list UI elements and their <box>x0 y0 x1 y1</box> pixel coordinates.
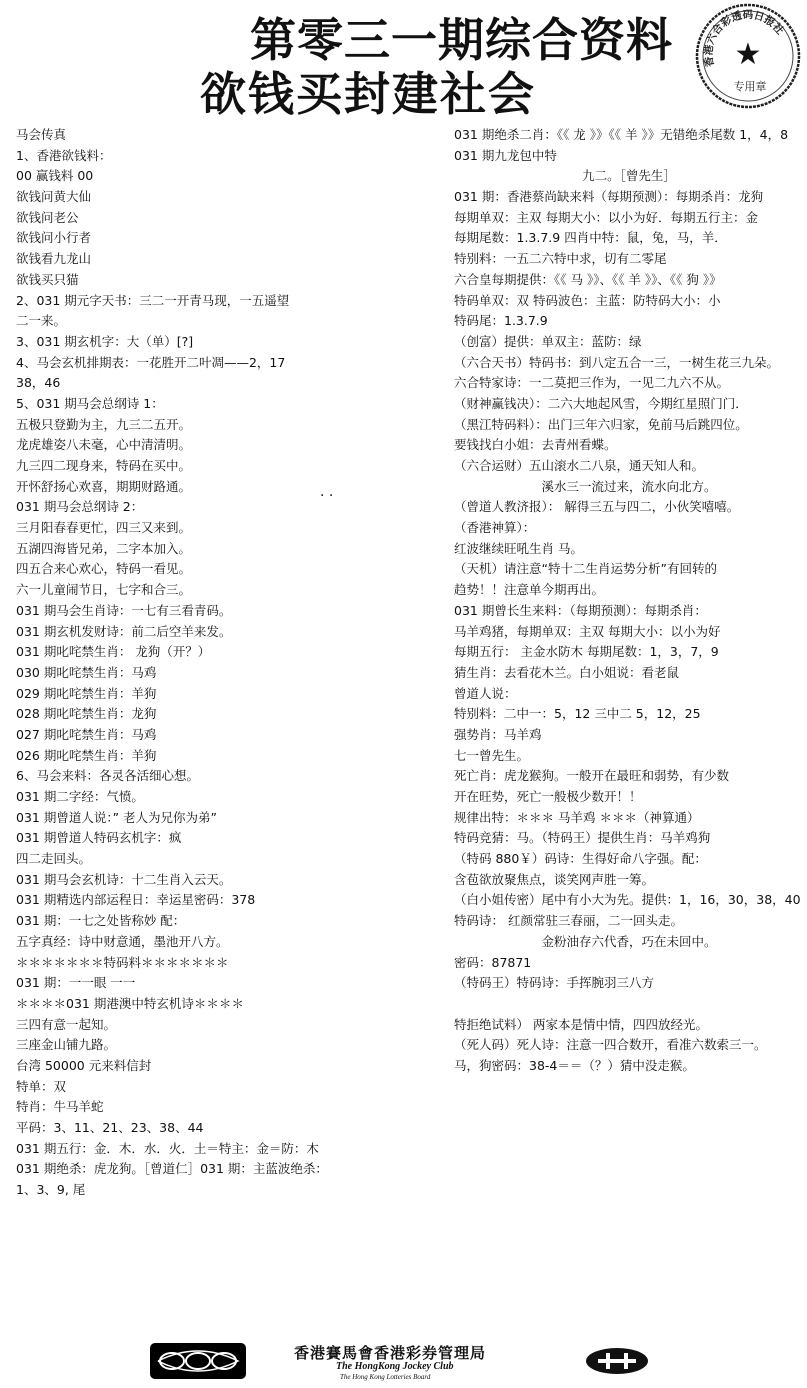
text-line: 特码竞猜：马。（特码王）提供生肖：马羊鸡狗 <box>454 830 711 846</box>
text-line: 031 期叱咤禁生肖： 龙狗（开？） <box>16 644 211 660</box>
left-column <box>16 125 436 1201</box>
text-line: 031 期：一七之处皆称妙 配： <box>16 913 186 929</box>
text-line: （香港神算）： <box>454 520 536 536</box>
text-line: 031 期绝杀二肖：《《 龙 》》《《 羊 》》无错绝杀尾数 1，4，8 <box>454 127 789 142</box>
text-line: 平码：3、11、21、23、38、44 <box>16 1120 204 1135</box>
official-seal-stamp <box>694 2 802 110</box>
page-subtitle: 欲钱买封建社会 <box>200 67 536 121</box>
text-line: 特码诗： 红颜常驻三春丽，二一回头走。 <box>454 913 683 929</box>
text-line: 欲钱看九龙山 <box>16 251 92 267</box>
text-line: 026 期叱咤禁生肖：羊狗 <box>16 747 157 763</box>
text-line: （曾道人教济报）： 解得三五与四二，小伙笑嘻嘻。 <box>454 499 740 515</box>
text-line: 趋势！！注意单今期再出。 <box>454 582 605 598</box>
text-line: 要钱找白小姐：去青州看蝶。 <box>454 437 617 453</box>
text-line: （白小姐传密）尾中有小大为先。提供：1，16，30，38，40 <box>454 892 801 908</box>
text-line: （创富）提供：单双主：蓝防：绿 <box>454 333 642 349</box>
text-line: 031 期曾长生来料：（每期预测）：每期杀肖： <box>454 602 707 618</box>
text-line: 030 期叱咤禁生肖：马鸡 <box>16 664 157 680</box>
text-line: 四五合来心欢心，特码一看见。 <box>16 561 192 577</box>
text-line: 031 期精选内部运程日：幸运星密码：378 <box>16 892 256 908</box>
text-line: 马，狗密码：38-4＝＝（？）猜中没走猴。 <box>454 1057 695 1073</box>
text-line: 特单：双 <box>16 1078 67 1094</box>
text-line: 031 期绝杀：虎龙狗。［曾道仁］031 期：主蓝波绝杀： <box>16 1161 328 1177</box>
text-line: （六合天书）特码书：到八定五合一三，一树生花三九朵。 <box>454 354 780 370</box>
text-line: 029 期叱咤禁生肖：羊狗 <box>16 685 157 701</box>
text-line: 五湖四海皆兄弟，二字本加入。 <box>16 540 192 556</box>
text-line: 三四有意一起知。 <box>16 1016 117 1032</box>
page-title: 第零三一期综合资料 <box>250 13 673 67</box>
text-line: 含苞欲放聚焦点，谈笑网声胜一筹。 <box>454 871 655 887</box>
text-line: 每期尾数：1.3.7.9 四肖中特：鼠，兔，马，羊． <box>454 230 727 246</box>
text-line: 密码：87871 <box>454 954 532 970</box>
text-line: 031 期马会总纲诗 2： <box>16 499 144 515</box>
text-line: 031 期曾道人说：” 老人为兄你为弟” <box>16 809 218 825</box>
text-line: （黑江特码料）：出门三年六归家，免前马后跳四位。 <box>454 416 748 432</box>
text-line: 5、031 期马会总纲诗 1： <box>16 395 164 411</box>
right-column <box>454 125 804 1077</box>
text-line: 金粉油存六代香，巧在未回中。 <box>541 933 717 949</box>
text-line: 欲钱买只猫 <box>16 271 79 287</box>
text-line: 031 期马会生肖诗：一七有三看青码。 <box>16 602 232 618</box>
text-line: 红波继续旺吼生肖 马。 <box>454 540 583 556</box>
text-line: 规律出特：＊＊＊ 马羊鸡 ＊＊＊（神算通） <box>454 809 700 825</box>
text-line: 开怀舒扬心欢喜，期期财路通。 <box>16 478 192 494</box>
text-line: 特别料：一五二六特中求，切有二零尾 <box>454 251 667 267</box>
seal-star-icon: ★ <box>734 37 762 72</box>
stray-dots: . . <box>320 484 334 500</box>
footer-org-english: The HongKong Jockey Club <box>336 1361 454 1372</box>
text-line: 六一儿童闹节日，七字和合三。 <box>16 582 192 598</box>
text-line: 特拒绝试料） 两家本是情中情，四四放经光。 <box>454 1016 708 1032</box>
text-line: （死人码）死人诗：注意一四合数开，看准六数索三一。 <box>454 1037 767 1053</box>
text-line: 031 期马会玄机诗：十二生肖入云天。 <box>16 871 232 887</box>
text-line: 马会传真 <box>16 127 67 142</box>
text-line: 开在旺势，死亡一般极少数开！！ <box>454 789 642 804</box>
seal-ring-text: 香港六合彩透码日报社 <box>702 9 786 68</box>
text-line: 6、马会来料：各灵各活细心想。 <box>16 768 199 784</box>
text-line: 溪水三一流过来，流水向北方。 <box>541 478 717 494</box>
footer-org-english-sub: The Hong Kong Lotteries Board <box>340 1373 431 1381</box>
text-line: （六合运财）五山滚水二八泉，通天知人和。 <box>454 458 705 473</box>
text-line: 七一曾先生。 <box>454 747 530 763</box>
text-line: ＊＊＊＊031 期港澳中特玄机诗＊＊＊＊ <box>16 995 244 1011</box>
text-line: ＊＊＊＊＊＊＊特码料＊＊＊＊＊＊＊ <box>16 954 229 970</box>
text-line: 031 期二字经：气愤。 <box>16 789 144 804</box>
text-line: 猜生肖：去看花木兰。白小姐说：看老鼠 <box>454 664 680 680</box>
text-line: 031 期：一一眼 一一 <box>16 975 136 991</box>
text-line: 031 期曾道人特码玄机字：疯 <box>16 830 182 846</box>
text-line: 六合特家诗：一二莫把三作为，一见二九六不从。 <box>454 375 730 391</box>
text-line: 马羊鸡猪，每期单双：主双 每期大小：以小为好 <box>454 623 721 639</box>
text-line: （天机）请注意“特十二生肖运势分析”有回转的 <box>454 561 717 577</box>
text-line: 38，46 <box>16 375 61 391</box>
text-line: 龙虎雄姿八未毫，心中清清明。 <box>16 437 192 453</box>
text-line: 031 期五行：金．木．水．火．土＝特主：金＝防：木 <box>16 1140 319 1156</box>
text-line: 欲钱问黄大仙 <box>16 189 92 205</box>
text-line: （特码 880￥）码诗：生得好命八字强。配： <box>454 851 707 867</box>
text-line: 二一来。 <box>16 313 67 329</box>
text-line: 欲钱问老公 <box>16 209 79 225</box>
lottery-board-emblem <box>584 1346 650 1376</box>
text-line: 强势肖：马羊鸡 <box>454 726 542 742</box>
footer-org-chinese: 香港賽馬會香港彩券管理局 <box>294 1344 487 1362</box>
text-line: 028 期叱咤禁生肖：龙狗 <box>16 706 157 722</box>
text-line: 五极只登勤为主，九三二五开。 <box>16 416 192 432</box>
text-line: 五字真经：诗中财意通，墨池开八方。 <box>16 933 229 949</box>
text-line: 031 期：香港蔡尚缺来料（每期预测）：每期杀肖：龙狗 <box>454 189 764 205</box>
text-line: 031 期九龙包中特 <box>454 147 557 163</box>
text-line: 3、031 期玄机字：大（单）[?] <box>16 333 194 349</box>
seal-label: 专用章 <box>733 80 767 93</box>
text-line: 三座金山铺九路。 <box>16 1037 117 1053</box>
text-line: 027 期叱咤禁生肖：马鸡 <box>16 726 157 742</box>
text-line: （财神赢钱决）：二六大地起风雪，今期红星照门门． <box>454 395 748 411</box>
text-line: 三月阳春春更忙，四三又来到。 <box>16 520 192 536</box>
text-line: 台湾 50000 元来料信封 <box>16 1057 152 1073</box>
text-line: 031 期玄机发财诗：前二后空羊来发。 <box>16 623 232 639</box>
text-line: 六合皇每期提供：《《 马 》》、《《 羊 》》、《《 狗 》》 <box>454 271 722 287</box>
text-line: 特别料：二中一：5，12 三中二 5，12，25 <box>454 706 701 722</box>
text-line: 特肖：牛马羊蛇 <box>16 1099 104 1115</box>
text-line <box>454 994 804 1015</box>
text-line: 特码单双：双 特码波色：主蓝：防特码大小：小 <box>454 292 721 308</box>
text-line: 每期单双：主双 每期大小：以小为好．每期五行主：金 <box>454 209 758 225</box>
text-line: 1、香港欲钱料： <box>16 147 112 163</box>
text-line: 曾道人说： <box>454 685 517 701</box>
text-line: （特码王）特码诗：手挥腕羽三八方 <box>454 975 655 991</box>
text-line: 九三四二现身来，特码在买中。 <box>16 458 192 473</box>
text-line: 欲钱问小行者 <box>16 230 92 246</box>
text-line: 4、马会玄机排期表：一花胜开二叶凋——2，17 <box>16 354 286 370</box>
text-line: 特码尾：1.3.7.9 <box>454 313 548 329</box>
text-line: 00 赢钱料 00 <box>16 168 94 184</box>
text-line: 九二。［曾先生］ <box>582 168 676 184</box>
text-line: 2、031 期元字天书：三二一开青马现，一五遥望 <box>16 292 290 308</box>
text-line: 每期五行： 主金水防木 每期尾数：1，3，7，9 <box>454 644 719 660</box>
text-line: 四二走回头。 <box>16 851 92 867</box>
text-line: 死亡肖：虎龙猴狗。一般开在最旺和弱势，有少数 <box>454 768 730 784</box>
text-line: 1、3、9, 尾 <box>16 1182 86 1198</box>
jockey-club-emblem <box>150 1343 246 1379</box>
